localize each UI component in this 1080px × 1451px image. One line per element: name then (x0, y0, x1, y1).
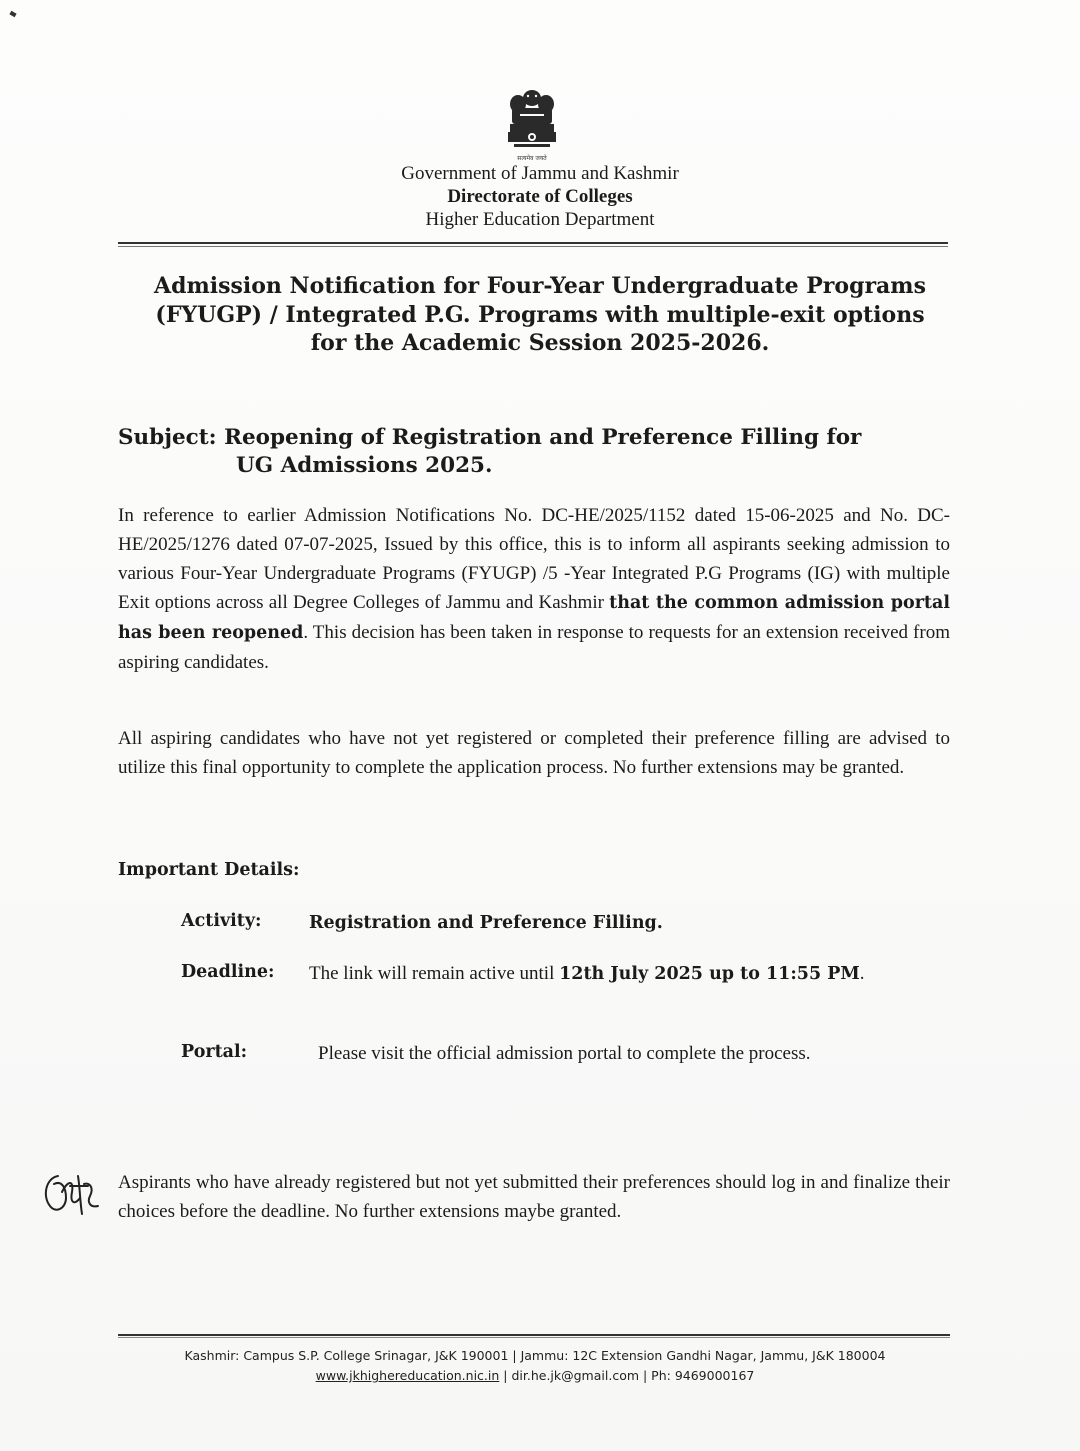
paragraph-advice: All aspiring candidates who have not yet registered or completed their preference filling are advised to utilize this final opportunity to complete the application process. No further extensions may be granted. (118, 728, 950, 778)
deadline-text: The link will remain active until (309, 963, 560, 984)
title-line-2: (FYUGP) / Integrated P.G. Programs with multiple-exit options (155, 301, 925, 328)
title-line-1: Admission Notification for Four-Year Undergraduate Programs (154, 273, 926, 299)
header-divider (118, 242, 948, 247)
handwritten-signature (40, 1162, 108, 1222)
portal-label: Portal: (181, 1042, 248, 1062)
national-emblem-icon (500, 84, 564, 164)
footer-contact-line (100, 1366, 970, 1386)
notification-title (100, 272, 980, 358)
activity-value: Registration and Preference Filling. (309, 913, 663, 933)
paragraph-reference (118, 501, 950, 677)
paragraph-1-text-b: . This decision has been taken in response to requests for an extension received from aspiring candidates. (118, 622, 950, 673)
footer-divider (118, 1334, 950, 1338)
emblem-motto: सत्यमेव जयते (517, 155, 547, 162)
subject-line-1: Subject: Reopening of Registration and Preference Filling for (118, 425, 862, 450)
paragraph-1-text-a: In reference to earlier Admission Notifications No. DC-HE/2025/1152 dated 15-06-2025 and No. DC-HE/2025/1276 dated 07-07-2025, Issued by this office, this is to inform all aspirants seeking admission to various Four-Year Undergraduate Programs (FYUGP) /5 -Year Integrated P.G Programs (IG) with multiple Exit options across all Degree Colleges of Jammu and Kashmir (118, 505, 950, 613)
directorate-name: Directorate of Colleges (447, 186, 633, 207)
subject-line (118, 424, 958, 480)
important-details-heading: Important Details: (118, 860, 300, 880)
footer-contact (100, 1346, 970, 1386)
government-name: Government of Jammu and Kashmir (401, 163, 679, 184)
deadline-date: 12th July 2025 up to 11:55 PM (559, 964, 860, 984)
corner-speck (9, 11, 16, 17)
deadline-end: . (859, 963, 865, 984)
deadline-label: Deadline: (181, 962, 275, 982)
letterhead (0, 162, 1080, 231)
subject-line-2: UG Admissions 2025. (236, 453, 493, 478)
footer-addresses: Kashmir: Campus S.P. College Srinagar, J&K 190001 | Jammu: 12C Extension Gandhi Nagar, Jammu, J&K 180004 (184, 1348, 886, 1363)
paragraph-1-bold: that the common admission portal has been reopened (118, 593, 950, 643)
activity-label: Activity: (181, 911, 262, 931)
footer-email-phone: | dir.he.jk@gmail.com | Ph: 9469000167 (499, 1368, 755, 1383)
title-line-3: for the Academic Session 2025-2026. (310, 330, 770, 356)
paragraph-aspirants: Aspirants who have already registered but not yet submitted their preferences should log in and finalize their choices before the deadline. No further extensions maybe granted. (118, 1172, 950, 1222)
department-name: Higher Education Department (425, 209, 655, 230)
website-link[interactable]: www.jkhighereducation.nic.in (315, 1368, 500, 1383)
deadline-value (309, 960, 909, 988)
portal-value: Please visit the official admission portal to complete the process. (318, 1043, 811, 1064)
